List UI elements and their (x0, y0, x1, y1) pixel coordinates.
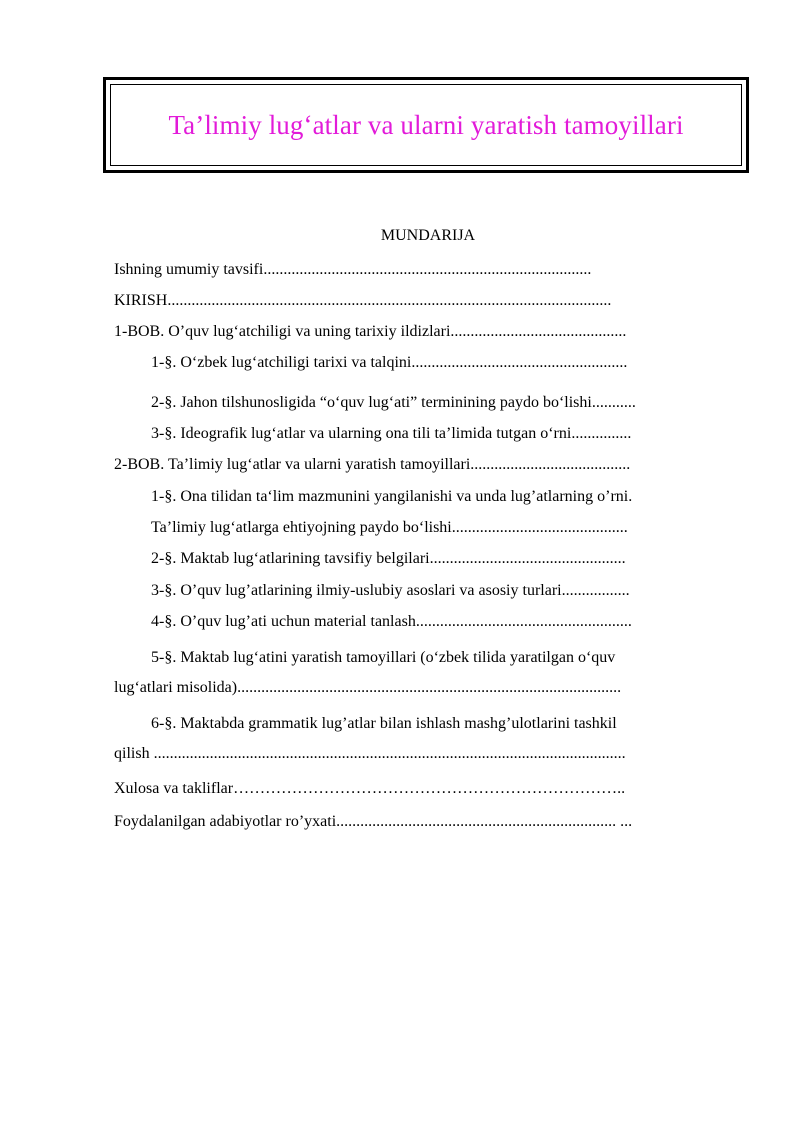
toc-entry-2-1: 1-§. Ona tilidan ta‘lim mazmunini yangilanishi va unda lug’atlarning o’rni. (151, 488, 633, 505)
toc-entry-summary: Ishning umumiy tavsifi.................................................................................. (114, 261, 592, 278)
title-inner-frame (110, 84, 742, 166)
title-box (103, 77, 749, 173)
toc-entry-2-5: 5-§. Maktab lug‘atini yaratish tamoyillari (o‘zbek tilida yaratilgan o‘quv (151, 649, 616, 666)
toc-entry-2-6: 6-§. Maktabda grammatik lug’atlar bilan ishlash mashg’ulotlarini tashkil (151, 715, 617, 732)
toc-entry-2-1-cont: Ta’limiy lug‘atlarga ehtiyojning paydo bo‘lishi............................................ (151, 519, 628, 536)
toc-entry-chapter-1: 1-BOB. O’quv lug‘atchiligi va uning tarixiy ildizlari............................................ (114, 323, 627, 340)
toc-entry-chapter-2: 2-BOB. Ta’limiy lug‘atlar va ularni yaratish tamoyillari........................................ (114, 456, 631, 473)
toc-entry-2-6-cont: qilish ...................................................................................................................... (114, 745, 626, 762)
toc-entry-introduction: KIRISH............................................................................................................... (114, 292, 612, 309)
toc-entry-conclusion: Xulosa va takliflar……………………………………………………………….. (114, 780, 626, 797)
document-title: Ta’limiy lug‘atlar va ularni yaratish tamoyillari (168, 109, 684, 140)
toc-entry-1-2: 2-§. Jahon tilshunosligida “o‘quv lug‘ati” terminining paydo bo‘lishi........... (151, 394, 636, 411)
toc-entry-2-4: 4-§. O’quv lug’ati uchun material tanlash...................................................... (151, 613, 632, 630)
toc-entry-1-1: 1-§. O‘zbek lug‘atchiligi tarixi va talqini...................................................... (151, 354, 628, 371)
toc-entry-2-5-cont: lug‘atlari misolida)................................................................................................ (114, 679, 622, 696)
toc-entry-2-3: 3-§. O’quv lug’atlarining ilmiy-uslubiy asoslari va asosiy turlari................. (151, 582, 630, 599)
toc-entry-references: Foydalanilgan adabiyotlar ro’yxati...................................................................... ... (114, 813, 633, 830)
toc-heading: MUNDARIJA (380, 227, 476, 244)
toc-entry-2-2: 2-§. Maktab lug‘atlarining tavsifiy belgilari................................................. (151, 550, 626, 567)
toc-entry-1-3: 3-§. Ideografik lug‘atlar va ularning ona tili ta’limida tutgan o‘rni............... (151, 425, 632, 442)
